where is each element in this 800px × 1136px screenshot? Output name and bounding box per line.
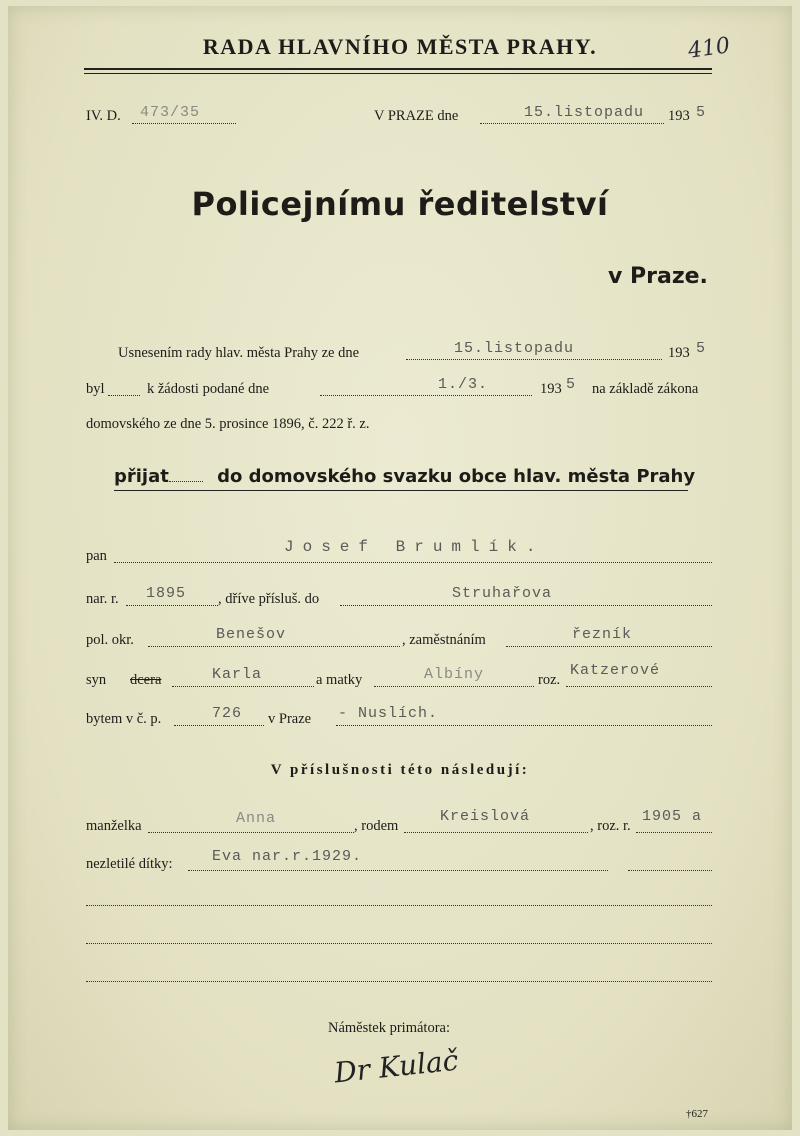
house-dots [174, 725, 264, 726]
extra-line-3 [86, 981, 712, 982]
city-dots [336, 725, 712, 726]
mother-name: Albíny [424, 666, 485, 683]
born-year: 1895 [146, 585, 187, 602]
accepted-word: přijat [114, 466, 169, 487]
children-label: nezletilé dítky: [86, 856, 173, 872]
extra-line-1 [86, 905, 712, 906]
born-as-label: , rodem [354, 818, 399, 834]
son-label: syn [86, 672, 107, 688]
form-number: †627 [686, 1108, 708, 1120]
date-dots [480, 123, 664, 124]
request-date: 1./3. [438, 376, 489, 393]
year-digit: 5 [696, 104, 707, 121]
nee-label: roz. [538, 672, 561, 688]
maiden-dots [566, 686, 712, 687]
occupation-label: , zaměstnáním [402, 632, 486, 648]
request-year-digit: 5 [566, 376, 577, 393]
header-rule-thin [84, 73, 712, 74]
request-dots [320, 395, 532, 396]
occupation-dots [506, 646, 712, 647]
resolution-year-digit: 5 [696, 340, 707, 357]
prev-place: Struhařova [452, 585, 553, 602]
accepted-line [114, 466, 695, 487]
resolution-date: 15.listopadu [454, 340, 575, 357]
accepted-underline [114, 490, 688, 491]
recipient-city: v Praze. [608, 264, 708, 289]
pan-label: pan [86, 548, 107, 564]
born-dots [126, 605, 218, 606]
born-label: nar. r. [86, 591, 119, 607]
ref-number: 473/35 [140, 104, 201, 121]
children: Eva nar.r.1929. [212, 848, 363, 865]
request-year: 193 [540, 381, 562, 397]
header-rule-thick [84, 68, 712, 70]
extra-line-2 [86, 943, 712, 944]
wife-maiden-dots [404, 832, 588, 833]
mother-label: a matky [316, 672, 363, 688]
city-label: v Praze [268, 711, 312, 727]
father-name: Karla [212, 666, 263, 683]
daughter-label: dcera [130, 672, 162, 688]
wife-year-dots [636, 832, 712, 833]
children-dots [188, 870, 608, 871]
district-dots [148, 646, 400, 647]
resolution-label: Usnesením rady hlav. města Prahy ze dne [118, 345, 360, 361]
byl-dots [108, 395, 140, 396]
resolution-date-dots [406, 359, 662, 360]
document-sheet [8, 6, 792, 1130]
issue-date: 15.listopadu [524, 104, 645, 121]
recipient-title: Policejnímu ředitelství [191, 185, 609, 223]
section-heading: V příslušnosti této následují: [270, 762, 530, 778]
year-prefix: 193 [668, 108, 690, 124]
accepted-rest: do domovského svazku obce hlav. města Prahy [217, 466, 696, 487]
resolution-year: 193 [668, 345, 690, 361]
council-header: RADA HLAVNÍHO MĚSTA PRAHY. [202, 34, 598, 59]
wife-year: 1905 a [642, 808, 703, 825]
prev-label: , dříve přísluš. do [218, 591, 320, 607]
district: Benešov [216, 626, 287, 643]
wife-maiden-name: Kreislová [440, 808, 531, 825]
wife-dots [148, 832, 354, 833]
signature: Dr Kulač [332, 1043, 460, 1090]
house-number: 726 [212, 705, 243, 722]
mother-dots [374, 686, 534, 687]
law-reference: domovského ze dne 5. prosince 1896, č. 222 ř. z. [86, 416, 370, 432]
ref-dots [132, 123, 236, 124]
residence-label: bytem v č. p. [86, 711, 162, 727]
wife-name: Anna [236, 810, 277, 827]
request-label: k žádosti podané dne [147, 381, 270, 397]
occupation: řezník [572, 626, 633, 643]
law-label: na základě zákona [592, 381, 699, 397]
mother-maiden-name: Katzerové [570, 662, 661, 679]
children-dots-2 [628, 870, 712, 871]
wife-year-label: , roz. r. [590, 818, 631, 834]
district-label: pol. okr. [86, 632, 134, 648]
signatory-label: Náměstek primátora: [328, 1020, 450, 1036]
name-dots [114, 562, 712, 563]
person-name: Josef Brumlík. [284, 538, 545, 556]
place-date-label: V PRAZE dne [374, 108, 459, 124]
handwritten-number: 410 [686, 33, 732, 64]
city-district: - Nuslích. [338, 705, 439, 722]
byl-label: byl [86, 381, 105, 397]
prev-dots [340, 605, 712, 606]
father-dots [172, 686, 314, 687]
wife-label: manželka [86, 818, 142, 834]
ref-label: IV. D. [86, 108, 121, 124]
